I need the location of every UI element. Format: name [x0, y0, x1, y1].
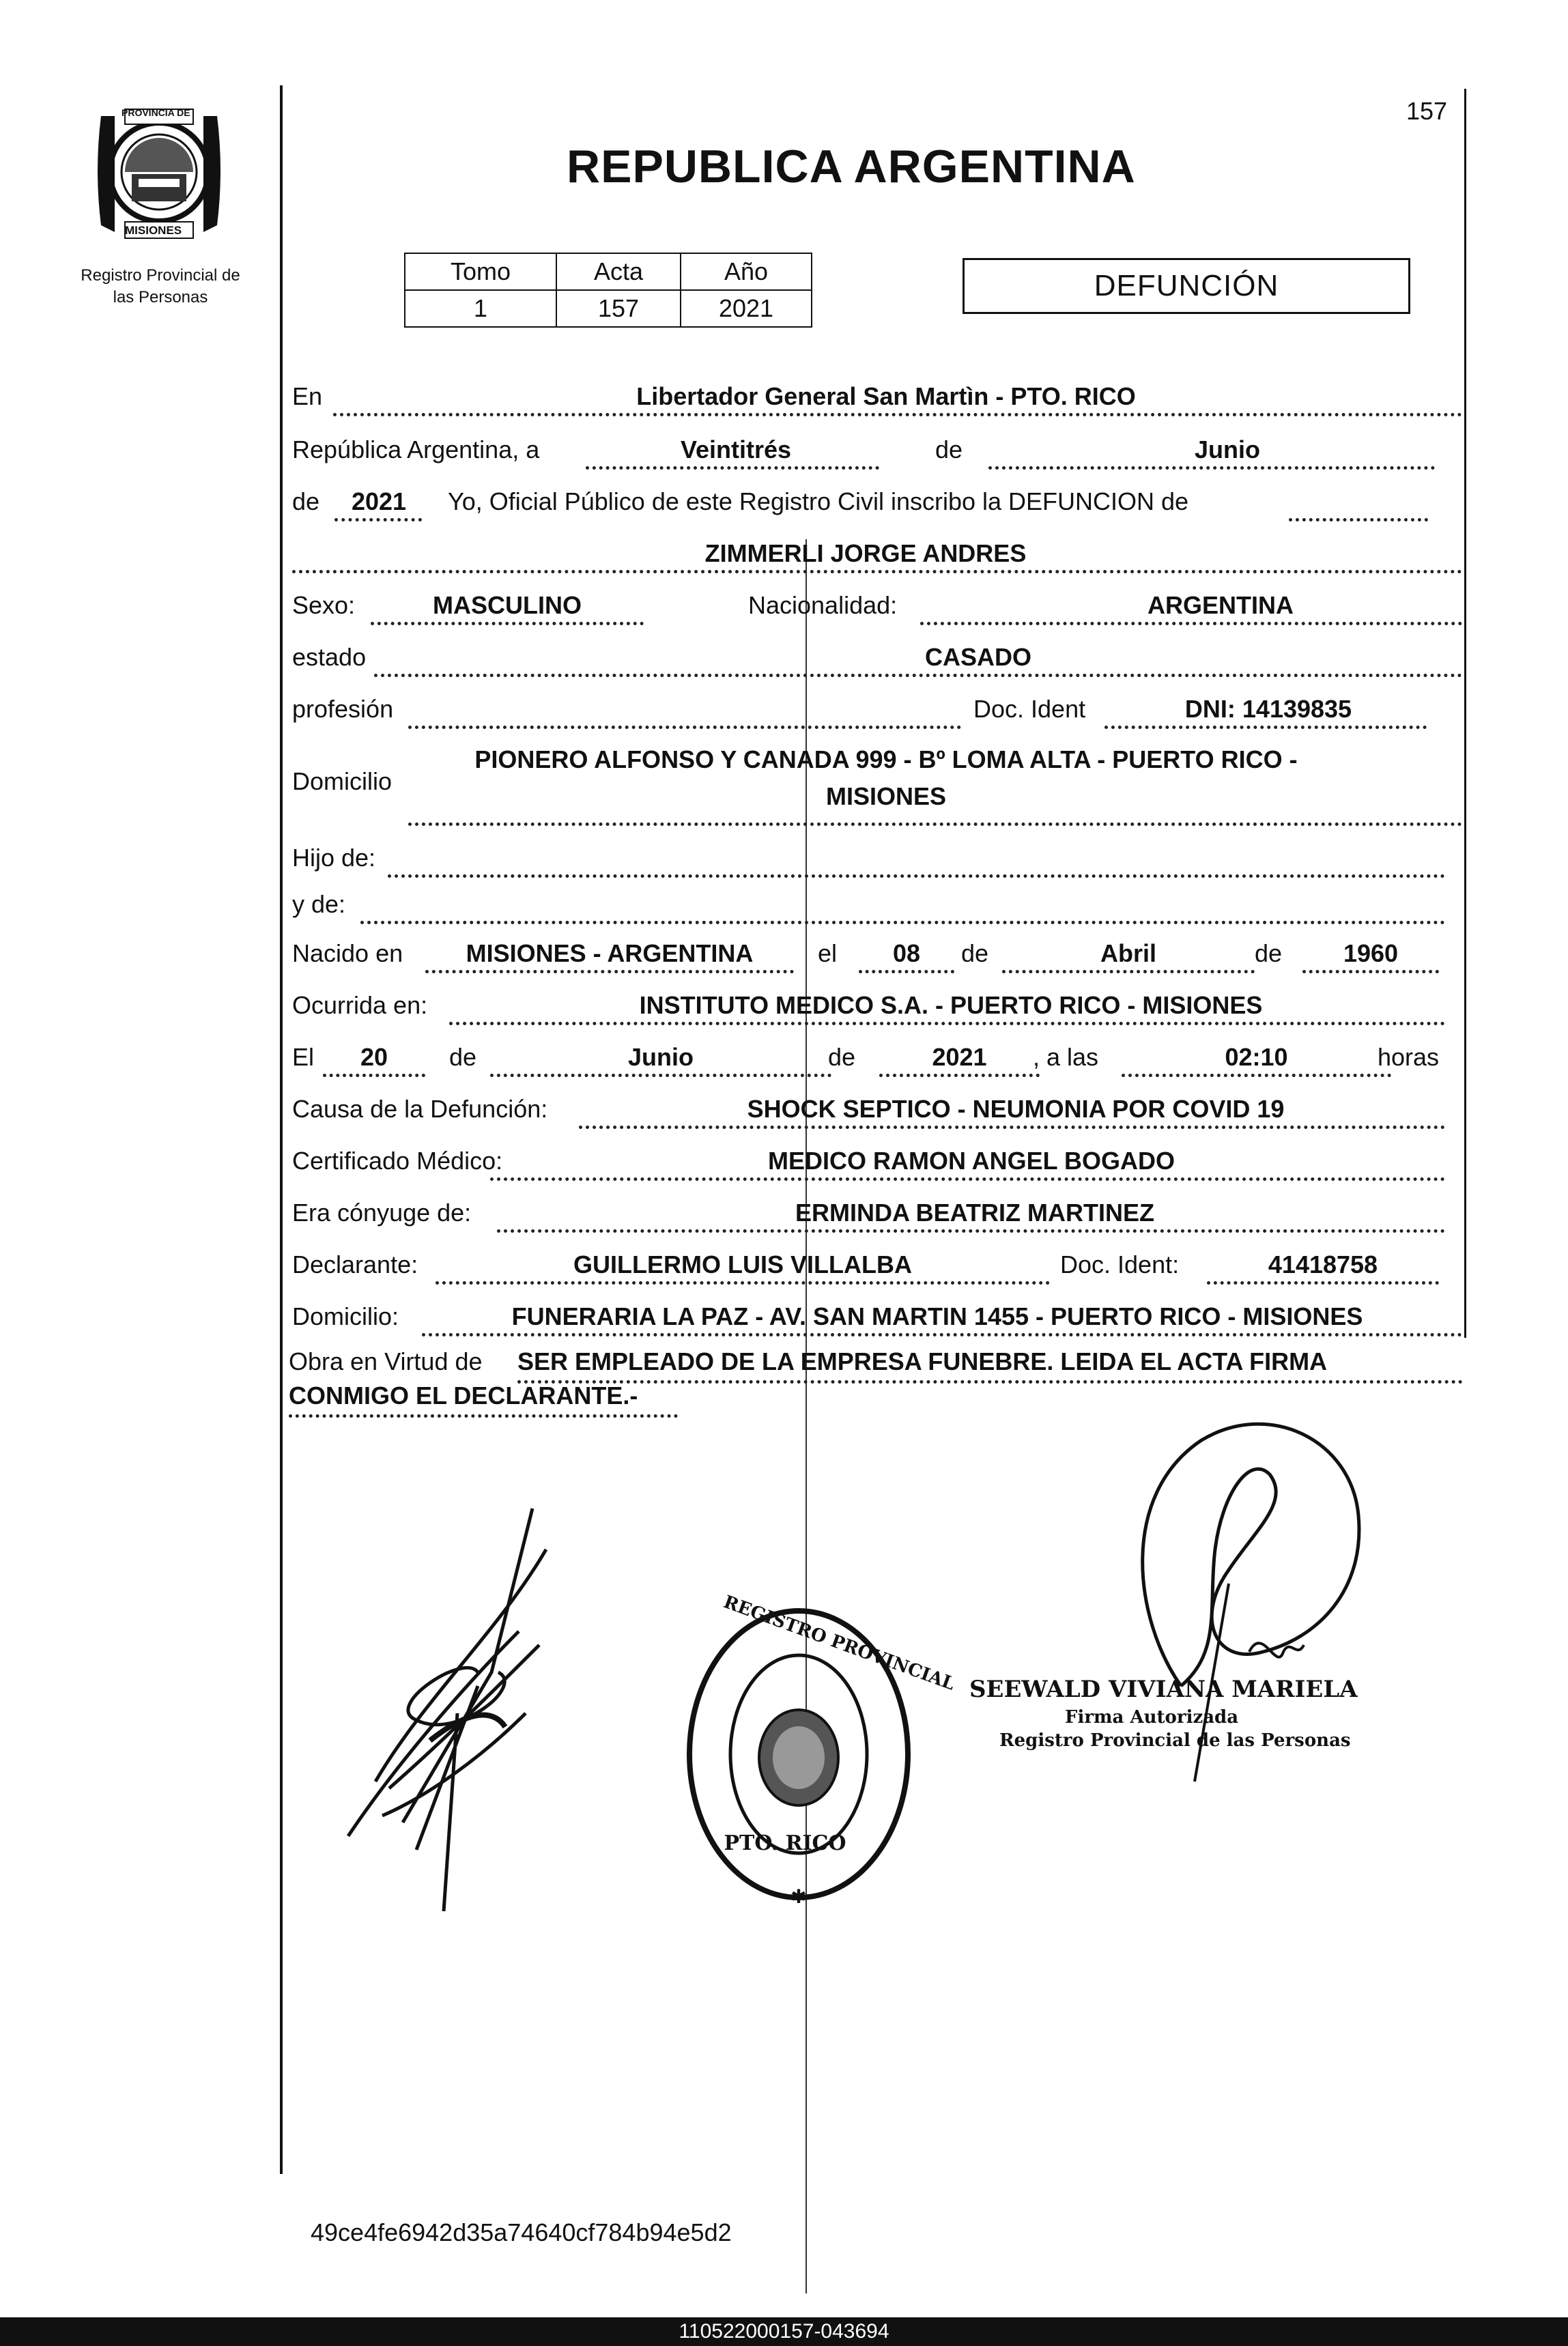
en-label: En — [292, 382, 323, 410]
row-cause — [292, 1089, 1462, 1130]
document-code-bar: 110522000157-043694 — [0, 2317, 1568, 2346]
conyuge-label: Era cónyuge de: — [292, 1199, 472, 1227]
signer-name: SEEWALD VIVIANA MARIELA — [969, 1676, 1358, 1703]
ocurrida-label: Ocurrida en: — [292, 991, 428, 1019]
page-title: REPUBLICA ARGENTINA — [567, 141, 1136, 192]
hijo-label: Hijo de: — [292, 844, 376, 872]
row-occurred — [292, 986, 1462, 1027]
nacionalidad-value: ARGENTINA — [1148, 591, 1294, 619]
causa-value: SHOCK SEPTICO - NEUMONIA POR COVID 19 — [747, 1095, 1285, 1123]
svg-text:✱: ✱ — [790, 1886, 807, 1907]
domicilio2-label: Domicilio: — [292, 1302, 399, 1330]
profesion-label: profesión — [292, 695, 394, 723]
row-deceased-name — [292, 534, 1462, 575]
conyuge-value: ERMINDA BEATRIZ MARTINEZ — [795, 1199, 1154, 1227]
row-parent-1 — [292, 838, 1462, 879]
registry-stamp — [683, 1592, 958, 1918]
obra-line-2: CONMIGO EL DECLARANTE.- — [289, 1382, 638, 1410]
death-de-label-1: de — [449, 1043, 477, 1071]
nacido-en-value: MISIONES - ARGENTINA — [466, 939, 754, 967]
row-declarant-address — [292, 1297, 1462, 1338]
birth-de-label-2: de — [1255, 939, 1283, 967]
nacionalidad-label: Nacionalidad: — [748, 591, 898, 619]
svg-text:REGISTRO PROVINCIAL: REGISTRO PROVINCIAL — [720, 1592, 958, 1695]
death-month-value: Junio — [628, 1043, 694, 1071]
estado-value: CASADO — [924, 643, 1031, 671]
causa-label: Causa de la Defunción: — [292, 1095, 548, 1123]
svg-text:PTO. RICO: PTO. RICO — [724, 1831, 846, 1855]
el2-label: El — [292, 1043, 315, 1071]
certificado-value: MEDICO RAMON ANGEL BOGADO — [767, 1147, 1175, 1175]
row-declarant — [292, 1245, 1462, 1286]
header-acta: Acta — [556, 253, 681, 290]
declarante-doc-label: Doc. Ident: — [1060, 1250, 1180, 1278]
death-de-label-2: de — [828, 1043, 856, 1071]
row-birth — [292, 934, 1462, 975]
ocurrida-value: INSTITUTO MEDICO S.A. - PUERTO RICO - MISIONES — [639, 991, 1263, 1019]
registry-name — [61, 265, 259, 309]
row-date — [292, 430, 1462, 471]
de-year-label: de — [292, 487, 320, 515]
value-tomo: 1 — [405, 290, 556, 327]
declarant-signature — [321, 1495, 608, 1918]
birth-de-label-1: de — [961, 939, 989, 967]
header-tomo: Tomo — [405, 253, 556, 290]
birth-day-value: 08 — [892, 939, 921, 967]
horas-label: horas — [1378, 1043, 1440, 1071]
obra-label: Obra en Virtud de — [289, 1347, 483, 1375]
row-profession-doc — [292, 689, 1462, 730]
row-authority — [289, 1342, 1463, 1424]
declarante-label: Declarante: — [292, 1250, 418, 1278]
day-text-value: Veintitrés — [680, 435, 792, 463]
domicilio-label: Domicilio — [292, 767, 393, 795]
estado-label: estado — [292, 643, 367, 671]
statement-text: Yo, Oficial Público de este Registro Civil inscribo la DEFUNCION de — [448, 487, 1189, 515]
alas-label: , a las — [1033, 1043, 1099, 1071]
declarante-value: GUILLERMO LUIS VILLALBA — [573, 1250, 912, 1278]
el-label: el — [818, 939, 838, 967]
document-hash: 49ce4fe6942d35a74640cf784b94e5d2 — [311, 2218, 732, 2246]
birth-year-value: 1960 — [1343, 939, 1399, 967]
right-margin-line — [1464, 89, 1466, 1338]
page-number: 157 — [1406, 97, 1448, 125]
logo-text-top: PROVINCIA DE — [122, 107, 190, 118]
value-acta: 157 — [556, 290, 681, 327]
de-label: de — [935, 435, 963, 463]
header-anio: Año — [681, 253, 812, 290]
declarante-doc-value: 41418758 — [1268, 1250, 1378, 1278]
sexo-value: MASCULINO — [433, 591, 582, 619]
row-death-date — [292, 1038, 1462, 1078]
certificado-label: Certificado Médico: — [292, 1147, 503, 1175]
row-place — [292, 377, 1462, 418]
month-value: Junio — [1195, 435, 1260, 463]
obra-line-1: SER EMPLEADO DE LA EMPRESA FUNEBRE. LEIDA EL ACTA FIRMA — [517, 1347, 1328, 1375]
domicilio-line-1: PIONERO ALFONSO Y CANADA 999 - Bº LOMA ALTA - PUERTO RICO - — [474, 745, 1298, 773]
signer-role: Firma Autorizada — [1065, 1707, 1239, 1728]
row-civil-status — [292, 638, 1462, 678]
value-anio: 2021 — [681, 290, 812, 327]
logo-text-bottom: MISIONES — [125, 224, 182, 237]
row-statement — [292, 482, 1462, 523]
document-type-box: DEFUNCIÓN — [963, 258, 1410, 314]
doc-ident-label: Doc. Ident — [973, 695, 1086, 723]
doc-ident-value: DNI: 14139835 — [1184, 695, 1352, 723]
signer-org: Registro Provincial de las Personas — [999, 1730, 1351, 1751]
reference-header-row — [405, 253, 812, 290]
deceased-name-value: ZIMMERLI JORGE ANDRES — [704, 539, 1027, 567]
reference-value-row — [405, 290, 812, 327]
row-spouse — [292, 1193, 1462, 1234]
domicilio-line-2: MISIONES — [825, 782, 947, 810]
birth-month-value: Abril — [1100, 939, 1156, 967]
reference-table — [404, 253, 812, 328]
row-address — [292, 744, 1462, 826]
yde-label: y de: — [292, 890, 346, 918]
death-year-value: 2021 — [932, 1043, 987, 1071]
registry-line-2: las Personas — [113, 288, 208, 306]
place-value: Libertador General San Martìn - PTO. RICO — [636, 382, 1136, 410]
registry-line-1: Registro Provincial de — [81, 266, 240, 285]
republica-label: República Argentina, a — [292, 435, 540, 463]
left-margin-line — [280, 85, 283, 2174]
signer-block — [969, 1676, 1358, 1751]
domicilio2-value: FUNERARIA LA PAZ - AV. SAN MARTIN 1455 - PUERTO RICO - MISIONES — [511, 1302, 1363, 1330]
death-time-value: 02:10 — [1225, 1043, 1288, 1071]
nacido-label: Nacido en — [292, 939, 403, 967]
row-certificate — [292, 1141, 1462, 1182]
sexo-label: Sexo: — [292, 591, 356, 619]
death-day-value: 20 — [360, 1043, 388, 1071]
year-value: 2021 — [351, 487, 407, 515]
row-parent-2 — [292, 885, 1462, 926]
row-sex-nationality — [292, 586, 1462, 627]
